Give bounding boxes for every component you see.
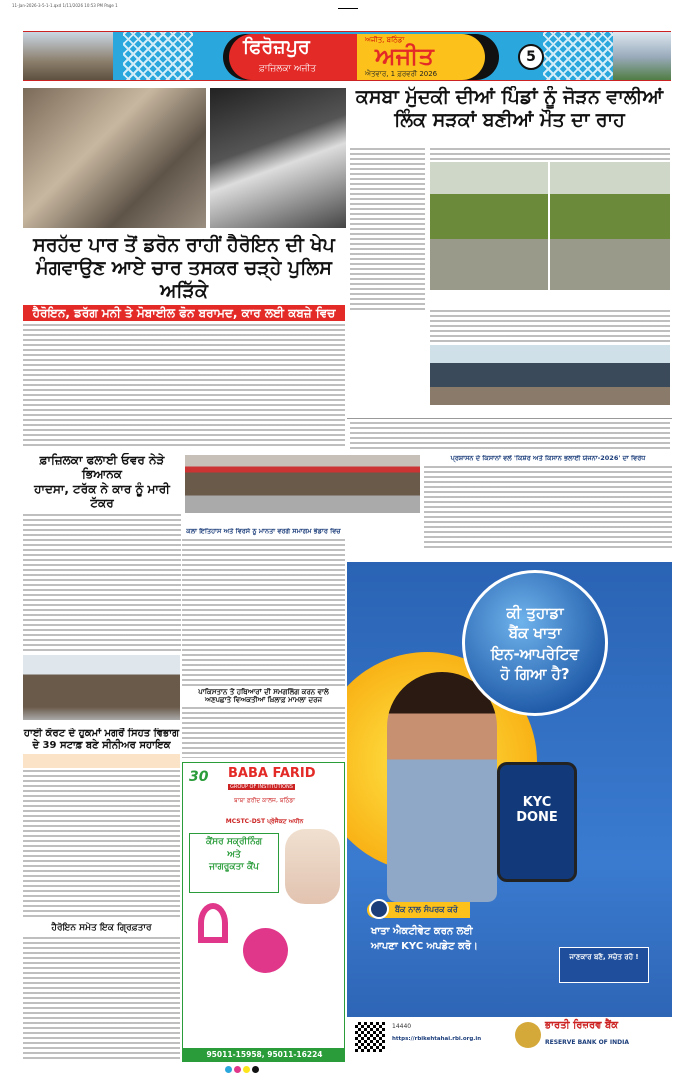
hand-ribbon-image [285, 829, 340, 904]
city-name: ਫਿਰੋਜ਼ਪੁਰ [243, 36, 310, 58]
story-arms-smuggling [182, 688, 345, 758]
rbi-url[interactable]: https://rbikehtahai.rbi.org.in [392, 1036, 482, 1042]
headline: ਫ਼ਾਜ਼ਿਲਕਾ ਫਲਾਈ ਓਵਰ ਨੇੜੇ ਭਿਆਨਕ [39, 453, 165, 482]
rbi-name-english: RESERVE BANK OF INDIA [545, 1039, 629, 1046]
article-body [350, 148, 425, 310]
advertisement-cancer-camp [182, 762, 345, 1062]
contact-phone[interactable]: 95011-15958, 95011-16224 [183, 1048, 345, 1062]
headline: ਲਿੰਕ ਸੜਕਾਂ ਬਣੀਆਂ ਮੌਤ ਦਾ ਰਾਹ [394, 108, 625, 131]
awareness-badge: ਜਾਣਕਾਰ ਬਣੋ, ਸਚੇਤ ਰਹੋ ! [559, 947, 649, 983]
article-body [23, 937, 180, 1062]
headline: ਸਰਹੱਦ ਪਾਰ ਤੋਂ ਡਰੋਨ ਰਾਹੀਂ ਹੈਰੋਇਨ ਦੀ ਖੇਪ [33, 234, 335, 256]
headline: ਹਾਦਸਾ, ਟਰੱਕ ਨੇ ਕਾਰ ਨੂੰ ਮਾਰੀ ਟੱਕਰ [34, 481, 170, 511]
masthead-logo [223, 34, 499, 80]
article-body [23, 514, 181, 653]
color-registration-black [252, 1066, 259, 1073]
story-heritage [182, 528, 345, 686]
article-body [23, 770, 180, 920]
masthead-pattern [123, 32, 193, 81]
news-photo-staff [23, 655, 180, 720]
story-fazilka-accident [23, 453, 181, 653]
headline: ਪ੍ਰਸ਼ਾਸਨ ਦੇ ਕਿਸਾਨਾਂ ਵਲੋਂ 'ਕਿਸ਼ੋਰ ਅਤੇ ਕਿਸਾਨ ਭਲਾਈ ਯੋਜਨਾ-2026' ਦਾ ਵਿਰੋਧ [450, 455, 646, 462]
rbi-name-punjabi: ਭਾਰਤੀ ਰਿਜ਼ਰਵ ਬੈਂਕ [545, 1020, 619, 1031]
news-photo-road [550, 162, 670, 290]
project-label: MCSTC-DST ਪ੍ਰੋਜੈਕਟ ਅਧੀਨ [225, 818, 304, 825]
news-photo-road [430, 162, 548, 290]
kyc-message: ਖਾਤਾ ਐਕਟੀਵੇਟ ਕਰਨ ਲਈ ਆਪਣਾ KYC ਅਪਡੇਟ ਕਰੋ। [371, 926, 478, 952]
headline: ਅਣਪਛਾਤੇ ਵਿਅਕਤੀਆਂ ਖ਼ਿਲਾਫ਼ ਮਾਮਲਾ ਦਰਜ [204, 696, 323, 705]
college-place: ਬਾਬਾ ਫ਼ਰੀਦ ਕਾਲਜ, ਬਠਿੰਡਾ [234, 797, 295, 804]
rbi-seal [515, 1022, 541, 1048]
news-photo-police [23, 88, 206, 228]
headline: ਮੰਗਵਾਉਣ ਆਏ ਚਾਰ ਤਸਕਰ ਚੜ੍ਹੇ ਪੁਲਿਸ ਅੜਿੱਕੇ [36, 256, 332, 302]
bank-contact-tab: ਬੈਂਕ ਨਾਲ ਸੰਪਰਕ ਕਰੋ [367, 902, 470, 918]
article-body [350, 422, 670, 450]
issue-date: ਐਤਵਾਰ, 1 ਫ਼ਰਵਰੀ 2026 [365, 70, 438, 78]
headline: ਦੇ 39 ਸਟਾਫ਼ ਬਣੇ ਸੀਨੀਅਰ ਸਹਾਇਕ [32, 740, 171, 751]
institution-subtitle: GROUP OF INSTITUTIONS [230, 784, 293, 790]
bank-icon [369, 899, 389, 919]
subheadline [23, 754, 180, 768]
phone-kyc-done: KYC DONE [497, 762, 577, 882]
divider [347, 418, 672, 419]
city-subtitle: ਫ਼ਾਜ਼ਿਲਕਾ ਅਜੀਤ [259, 64, 316, 74]
registration-mark [338, 8, 358, 9]
story-link-roads [347, 86, 672, 146]
headline: ਪਾਕਿਸਤਾਨ ਤੋਂ ਹਥਿਆਰਾਂ ਦੀ ਸਮਗਲਿੰਗ ਕਰਨ ਵਾਲੇ [198, 688, 329, 696]
article-body [424, 466, 672, 551]
masthead [23, 31, 671, 81]
institution-name: BABA FARID [228, 766, 316, 781]
edition: ਅਜੀਤ, ਬਠਿੰਡਾ [365, 36, 405, 44]
article-body [23, 324, 345, 448]
advertisement-rbi-kyc [347, 562, 672, 1062]
camp-title: ਕੈਂਸਰ ਸਕ੍ਰੀਨਿੰਗ ਅਤੇ ਜਾਗਰੂਕਤਾ ਕੈਂਪ [189, 833, 279, 893]
subheadline: ਹੈਰੋਇਨ, ਡਰੱਗ ਮਨੀ ਤੇ ਮੋਬਾਈਲ ਫੋਨ ਬਰਾਮਦ, ਕਾਰ ਲਈ ਕਬਜ਼ੇ ਵਿਚ [23, 305, 345, 321]
news-photo-group [430, 345, 670, 405]
headline: ਹੈਰੋਇਨ ਸਮੇਤ ਇਕ ਗ੍ਰਿਫ਼ਤਾਰ [51, 923, 152, 933]
masthead-photo-right [613, 32, 671, 81]
contact-number: 14440 [392, 1023, 412, 1030]
color-registration-yellow [243, 1066, 250, 1073]
qr-code[interactable] [355, 1022, 385, 1052]
news-photo-car [210, 88, 346, 228]
headline: ਹਾਈ ਕੋਰਟ ਦੇ ਹੁਕਮਾਂ ਮਗਰੋਂ ਸਿਹਤ ਵਿਭਾਗ [23, 728, 180, 739]
pink-ribbon-icon [198, 903, 228, 943]
story-health-staff [23, 728, 180, 1062]
brand-name: ਅਜੀਤ [375, 42, 434, 70]
news-photo-protest [185, 455, 420, 513]
masthead-pattern [543, 32, 613, 81]
anniversary-logo: 30 [189, 769, 209, 785]
masthead-photo-left [23, 32, 113, 81]
emblem [243, 928, 288, 973]
article-body [430, 148, 670, 160]
headline: ਕਲਾ ਇਤਿਹਾਸ ਅਤੇ ਵਿਰਸੇ ਨੂੰ ਮਾਨਤਾ ਵਰਗੇ ਸਮਾਗਮ ਭੰਡਾਰ ਵਿਚ [186, 528, 341, 535]
article-body [182, 707, 345, 758]
article-body [182, 539, 345, 686]
article-body [430, 310, 670, 342]
headline: ਕਸਬਾ ਮੁੱਦਕੀ ਦੀਆਂ ਪਿੰਡਾਂ ਨੂੰ ਜੋੜਨ ਵਾਲੀਆਂ [355, 86, 664, 108]
story-farmers-protest [424, 455, 672, 551]
story-drone-heroin [23, 234, 345, 448]
color-registration-magenta [234, 1066, 241, 1073]
page-number: 5 [518, 44, 544, 70]
print-slug: 11-Jan-2026-3-5-1-1.qxd 1/11/2026 10:53 PM Page 1 [12, 3, 118, 8]
question-bubble: ਕੀ ਤੁਹਾਡਾ ਬੈਂਕ ਖਾਤਾ ਇਨ-ਆਪਰੇਟਿਵ ਹੋ ਗਿਆ ਹੈ? [462, 570, 608, 716]
color-registration-cyan [225, 1066, 232, 1073]
person-image [387, 672, 497, 902]
